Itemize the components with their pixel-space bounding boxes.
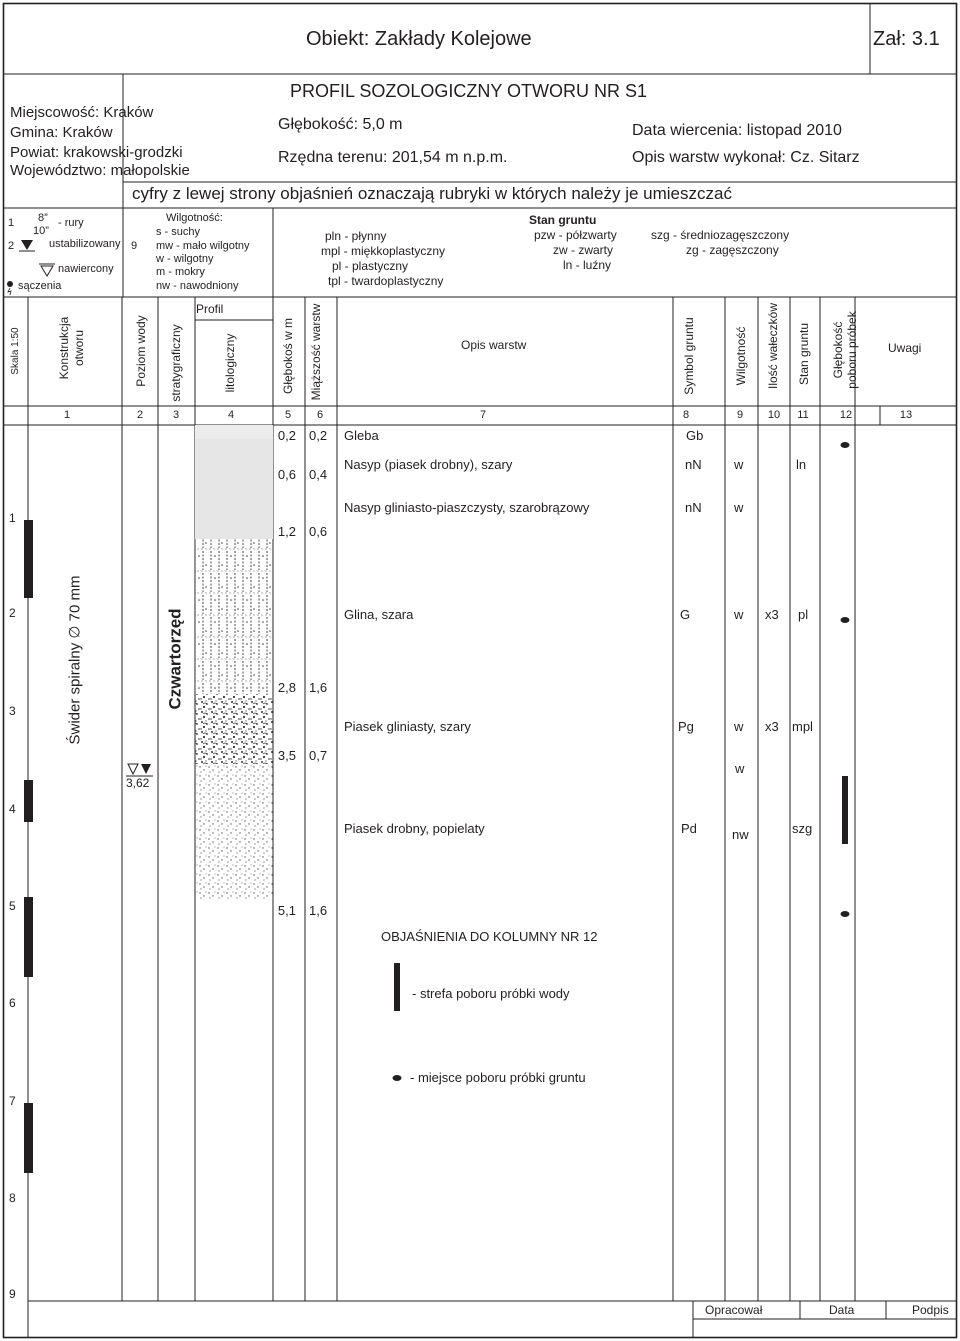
- layer-rolls: x3: [765, 719, 779, 734]
- layer-moisture: w: [734, 607, 744, 622]
- legend-soil-state-title: Stan gruntu: [529, 213, 597, 227]
- location-line-2: Gmina: Kraków: [10, 124, 113, 141]
- scale-mark: 3: [9, 704, 16, 718]
- water-level-value: 3,62: [126, 776, 150, 790]
- col-construction-header-2: otworu: [72, 329, 86, 367]
- layer-depth: 1,2: [277, 524, 296, 539]
- scale-mark: 1: [9, 511, 16, 525]
- legend-soil-state-item: ln - luźny: [563, 258, 612, 272]
- signature-prepared: Opracował: [705, 1303, 763, 1317]
- legend-consistency-item: pln - płynny: [325, 229, 387, 243]
- attachment-number: Zał: 3.1: [873, 28, 940, 50]
- scale-mark: 2: [9, 606, 16, 620]
- layer-state: szg: [792, 821, 813, 836]
- extra-moisture: w: [735, 761, 745, 776]
- layer-thickness: 0,6: [309, 524, 328, 539]
- col-moisture-header: Wilgotność: [734, 326, 748, 386]
- location-line-4: Województwo: małopolskie: [10, 162, 190, 179]
- col-number: 9: [736, 409, 744, 421]
- layer-symbol: nN: [685, 457, 702, 472]
- borehole-tool-label: [68, 576, 83, 745]
- legend-pipes-frac-bottom: 10”: [33, 225, 49, 237]
- legend-moisture-item: m - mokry: [156, 266, 205, 278]
- legend-soil-state-item: zw - zwarty: [553, 243, 613, 257]
- legend-water-stabilized: ustabilizowany: [49, 238, 121, 250]
- col-number: 11: [797, 409, 809, 421]
- borehole-tool: Świder spiralny: [66, 642, 84, 745]
- header-note: cyfry z lewej strony objaśnień oznaczają rubryki w których należy je umieszczać: [132, 184, 732, 203]
- explanation-water-zone: - strefa poboru próbki wody: [412, 986, 570, 1001]
- legend-pipes-label: - rury: [58, 217, 84, 229]
- col-number: 7: [479, 409, 487, 421]
- legend-moisture-num: 9: [131, 240, 138, 252]
- layer-depth: 2,8: [277, 680, 296, 695]
- layer-thickness: 1,6: [309, 903, 328, 918]
- location-line-1: Miejscowość: Kraków: [10, 104, 154, 121]
- layer-symbol: Pd: [681, 821, 697, 836]
- legend-moisture-title: Wilgotność:: [166, 212, 223, 224]
- scale-mark: 6: [9, 996, 16, 1010]
- layer-description: Piasek drobny, popielaty: [344, 821, 485, 836]
- scale-mark: 7: [9, 1094, 16, 1108]
- col-sampling-header-1: Głębokość: [831, 321, 845, 379]
- borehole-diameter: 70 mm: [66, 575, 84, 622]
- legend-consistency-item: pl - plastyczny: [332, 259, 409, 273]
- layer-symbol: G: [680, 607, 691, 622]
- col-depth-header: Głębokoś w m: [281, 317, 295, 395]
- object-title: Obiekt: Zakłady Kolejowe: [306, 28, 532, 50]
- stratigraphy-label: Czwartorzęd: [165, 608, 185, 710]
- layer-depth: 0,6: [277, 467, 296, 482]
- depth-total: Głębokość: 5,0 m: [278, 116, 403, 133]
- col-symbol-header: Symbol gruntu: [682, 317, 696, 395]
- col-number: 6: [316, 409, 324, 421]
- col-thickness-header: Miąższość warstw: [309, 303, 323, 401]
- legend-consistency-item: mpl - miękkoplastyczny: [321, 244, 446, 258]
- layer-moisture: w: [734, 457, 744, 472]
- col-number: 8: [682, 409, 690, 421]
- legend-moisture-item: w - wilgotny: [156, 253, 214, 265]
- signature-date: Data: [829, 1303, 855, 1317]
- col-number: 5: [284, 409, 292, 421]
- layer-state: mpl: [792, 719, 813, 734]
- col-water-level-header: Poziom wody: [134, 315, 148, 387]
- col-sampling-header-2: poboru próbek: [845, 311, 859, 389]
- col-number: 3: [172, 409, 180, 421]
- drill-date: Data wiercenia: listopad 2010: [632, 122, 842, 139]
- legend-moisture-item: nw - nawodniony: [156, 280, 239, 292]
- location-line-3: Powiat: krakowski-grodzki: [10, 144, 183, 161]
- col-lithologic-header: litologiczny: [223, 333, 237, 393]
- layer-thickness: 1,6: [309, 680, 328, 695]
- layer-description: Nasyp gliniasto-piaszczysty, szarobrązowy: [344, 500, 590, 515]
- layer-thickness: 0,7: [309, 748, 328, 763]
- layer-moisture: w: [734, 719, 744, 734]
- col-stratigraphic-header: stratygraficzny: [169, 324, 183, 402]
- col-number: 10: [767, 409, 781, 421]
- layer-depth: 5,1: [277, 903, 296, 918]
- col-number: 13: [899, 409, 913, 421]
- col-rolls-header: Ilość wałeczków: [766, 302, 780, 390]
- col-number: 4: [227, 409, 235, 421]
- legend-pipes-num: 1: [8, 217, 15, 229]
- layer-symbol: nN: [685, 500, 702, 515]
- col-scale-header: Skala 1:50: [10, 327, 21, 375]
- legend-consistency-item: tpl - twardoplastyczny: [328, 274, 444, 288]
- layer-symbol: Gb: [686, 428, 704, 443]
- explanation-soil-sample: - miejsce poboru próbki gruntu: [410, 1070, 586, 1085]
- col-number: 1: [63, 409, 71, 421]
- signature-sign: Podpis: [912, 1303, 949, 1317]
- layer-thickness: 0,4: [309, 467, 328, 482]
- legend-moisture-item: mw - mało wilgotny: [156, 240, 250, 252]
- legend-pipes-frac-top: 8”: [38, 212, 48, 224]
- layer-description: Nasyp (piasek drobny), szary: [344, 457, 513, 472]
- col-construction-header-1: Konstrukcja: [57, 316, 71, 380]
- col-number: 2: [136, 409, 144, 421]
- legend-soil-state-item: pzw - półzwarty: [534, 228, 617, 242]
- layer-description: Piasek gliniasty, szary: [344, 719, 471, 734]
- layer-moisture: w: [734, 500, 744, 515]
- terrain-elevation: Rzędna terenu: 201,54 m n.p.m.: [278, 149, 508, 166]
- described-by: Opis warstw wykonał: Cz. Sitarz: [632, 149, 860, 166]
- scale-mark: 8: [9, 1191, 16, 1205]
- scale-mark: 9: [9, 1287, 16, 1301]
- scale-mark: 5: [9, 899, 16, 913]
- diameter-icon: ∅: [66, 625, 84, 639]
- scale-mark: 4: [9, 802, 16, 816]
- layer-description: Gleba: [344, 428, 379, 443]
- col-description-header: Opis warstw: [461, 338, 527, 352]
- col-number: 12: [839, 409, 853, 421]
- layer-description: Glina, szara: [344, 607, 414, 622]
- legend-soil-state-item: zg - zagęszczony: [686, 243, 779, 257]
- explanations-title: OBJAŚNIENIA DO KOLUMNY NR 12: [381, 929, 598, 944]
- legend-water-drilled: nawiercony: [58, 263, 114, 275]
- col-profile-header: Profil: [196, 302, 224, 316]
- layer-thickness: 0,2: [309, 428, 328, 443]
- legend-water-num: 2: [8, 240, 15, 252]
- col-state-header: Stan gruntu: [797, 322, 811, 386]
- layer-depth: 0,2: [277, 428, 296, 443]
- layer-state: ln: [796, 457, 807, 472]
- layer-state: pl: [798, 607, 809, 622]
- legend-soil-state-item: szg - średniozagęszczony: [651, 228, 790, 242]
- layer-depth: 3,5: [277, 748, 296, 763]
- col-remarks-header: Uwagi: [888, 341, 922, 355]
- layer-rolls: x3: [765, 607, 779, 622]
- layer-moisture: nw: [732, 827, 749, 842]
- profile-title: PROFIL SOZOLOGICZNY OTWORU NR S1: [290, 81, 648, 101]
- layer-symbol: Pg: [678, 719, 694, 734]
- legend-seepage: sączenia: [18, 280, 62, 292]
- legend-moisture-item: s - suchy: [156, 226, 201, 238]
